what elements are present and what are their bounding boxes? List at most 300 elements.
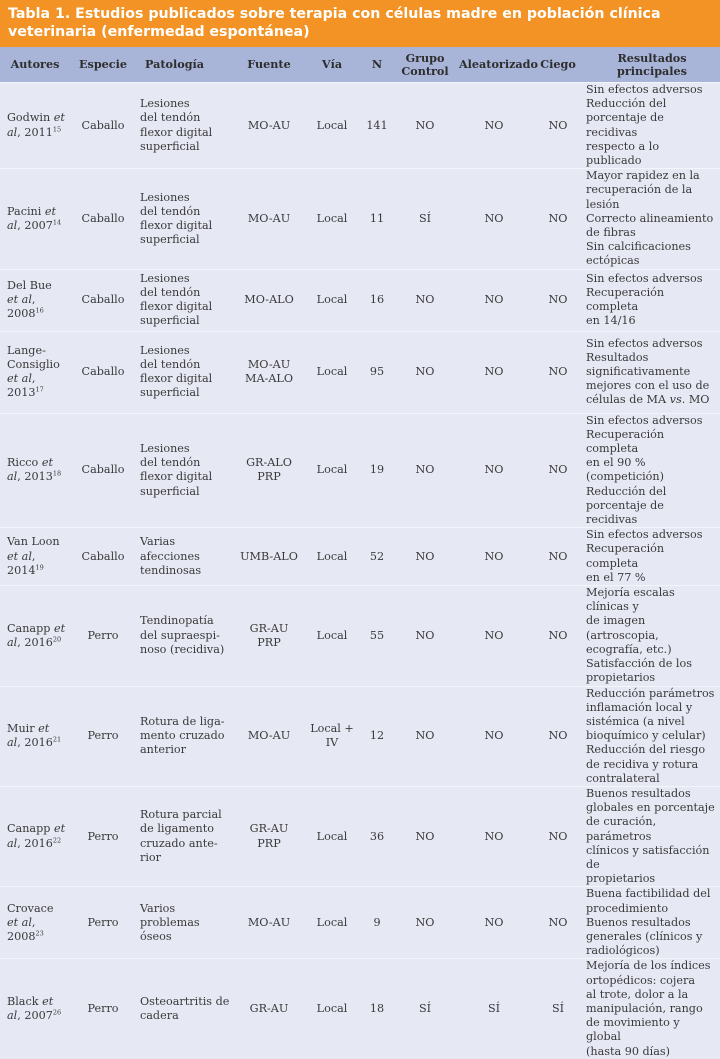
cell-grupo-control: SÍ xyxy=(394,169,456,269)
patologia-line: cadera xyxy=(140,1009,179,1023)
cell-autores xyxy=(0,269,70,331)
via-line: Local xyxy=(316,293,348,307)
cell-autores xyxy=(0,528,70,586)
resultados-line: ortopédicos: cojera xyxy=(586,973,696,987)
patologia-line: Osteoartritis de xyxy=(140,994,230,1008)
resultados-line: ectópicas xyxy=(586,254,640,268)
resultados-line: Recuperación completa xyxy=(586,542,665,570)
patologia-line: mento cruzado xyxy=(140,729,225,743)
patologia-line: flexor digital xyxy=(140,470,213,484)
resultados-line: porcentaje de recidivas xyxy=(586,498,664,527)
resultados-line: Mayor rapidez en la xyxy=(586,169,700,183)
cell-ciego: NO xyxy=(532,786,584,886)
cell-n: 16 xyxy=(360,269,394,331)
cell-fuente xyxy=(234,83,304,169)
cell-autores xyxy=(0,169,70,269)
fuente-line: PRP xyxy=(257,836,281,850)
cell-aleatorizado: NO xyxy=(456,786,532,886)
patologia-line: de ligamento xyxy=(140,822,214,836)
resultados-line: propietarios xyxy=(586,872,656,886)
via-line: Local xyxy=(316,915,348,929)
cell-n: 9 xyxy=(360,887,394,959)
resultados-line: radiológicos) xyxy=(586,944,660,958)
fuente-line: MO-AU xyxy=(247,211,291,225)
patologia-line: flexor digital xyxy=(140,372,213,386)
table-row xyxy=(0,887,720,959)
via-line: Local xyxy=(316,829,348,843)
fuente-line: PRP xyxy=(257,470,281,484)
resultados-line: Sin efectos adversos xyxy=(586,83,703,96)
resultados-line: células de MA vs. MO xyxy=(586,393,710,407)
resultados-line: porcentaje de recidivas xyxy=(586,111,664,139)
table-row xyxy=(0,959,720,1059)
cell-grupo-control: NO xyxy=(394,586,456,686)
resultados-line: Buenos resultados xyxy=(586,915,691,929)
resultados-line: Reducción del xyxy=(586,97,667,111)
patologia-line: del tendón xyxy=(140,357,201,371)
cell-aleatorizado: NO xyxy=(456,586,532,686)
patologia-line: superficial xyxy=(140,233,200,247)
author-name: Black xyxy=(7,994,39,1008)
author-name: Canapp xyxy=(7,822,51,836)
via-line: IV xyxy=(325,736,339,750)
author-et-al: et al xyxy=(7,994,54,1023)
cell-n: 11 xyxy=(360,169,394,269)
patologia-line: superficial xyxy=(140,386,200,400)
cell-especie: Perro xyxy=(70,586,136,686)
resultados-line: generales (clínicos y xyxy=(586,929,703,943)
cell-fuente xyxy=(234,887,304,959)
patologia-line: cruzado ante- xyxy=(140,836,218,850)
cell-aleatorizado: NO xyxy=(456,169,532,269)
cell-n: 18 xyxy=(360,959,394,1059)
cell-autores xyxy=(0,331,70,413)
cell-especie: Caballo xyxy=(70,269,136,331)
cell-autores xyxy=(0,83,70,169)
author-et-al: et al xyxy=(7,372,32,386)
resultados-line: en el 90 % (competición) xyxy=(586,456,664,484)
cell-via xyxy=(304,586,360,686)
fuente-line: GR-AU xyxy=(249,621,289,635)
cell-grupo-control: NO xyxy=(394,269,456,331)
resultados-line: al trote, dolor a la xyxy=(586,987,689,1001)
cell-autores xyxy=(0,887,70,959)
resultados-line: mejores con el uso de xyxy=(586,379,710,393)
fuente-line: GR-ALO xyxy=(246,456,292,470)
cell-grupo-control: NO xyxy=(394,786,456,886)
patologia-line: del tendón xyxy=(140,111,201,125)
table-row xyxy=(0,528,720,586)
author-year: , 2013 xyxy=(7,372,36,400)
cell-resultados xyxy=(584,786,720,886)
cell-n: 19 xyxy=(360,413,394,528)
cell-ciego: NO xyxy=(532,887,584,959)
author-et-al: et al xyxy=(7,549,32,563)
reference-number: 23 xyxy=(35,929,44,938)
via-line: Local + xyxy=(310,722,354,735)
cell-via xyxy=(304,169,360,269)
cell-grupo-control: NO xyxy=(394,83,456,169)
author-name: Pacini xyxy=(7,204,42,218)
patologia-line: noso (recidiva) xyxy=(140,642,225,656)
patologia-line: Varias xyxy=(140,535,176,549)
cell-fuente xyxy=(234,528,304,586)
author-et-al: et al xyxy=(7,293,32,307)
resultados-line: globales en porcentaje xyxy=(586,801,715,815)
cell-n: 12 xyxy=(360,686,394,786)
via-line: Local xyxy=(316,211,348,225)
author-name: Lange-Consiglio xyxy=(7,343,60,371)
cell-grupo-control: SÍ xyxy=(394,959,456,1059)
author-et-al: et al xyxy=(7,111,65,139)
cell-especie: Perro xyxy=(70,786,136,886)
cell-ciego: NO xyxy=(532,331,584,413)
patologia-line: del tendón xyxy=(140,456,201,470)
cell-autores xyxy=(0,786,70,886)
via-line: Local xyxy=(316,463,348,477)
author-name: Ricco xyxy=(7,456,39,470)
table-row xyxy=(0,83,720,169)
cell-fuente xyxy=(234,586,304,686)
via-line: Local xyxy=(316,365,348,379)
author-name: Godwin xyxy=(7,111,51,125)
table-row xyxy=(0,269,720,331)
author-et-al: et al xyxy=(7,621,66,649)
via-line: Local xyxy=(316,118,348,132)
cell-resultados xyxy=(584,331,720,413)
header-aleatorizado: Aleatorizado xyxy=(456,47,532,83)
resultados-line: recuperación de la lesión xyxy=(586,183,693,211)
table-title: Tabla 1. Estudios publicados sobre terapia con células madre en población clínica veterinaria (enfermedad espontánea) xyxy=(0,0,720,47)
patologia-line: Lesiones xyxy=(140,343,190,357)
cell-patologia xyxy=(136,83,234,169)
via-line: Local xyxy=(316,628,348,642)
cell-via xyxy=(304,959,360,1059)
cell-via xyxy=(304,528,360,586)
resultados-line: bioquímico y celular) xyxy=(586,729,706,743)
via-line: Local xyxy=(316,549,348,563)
author-year: , 2016 xyxy=(17,736,53,750)
patologia-line: flexor digital xyxy=(140,218,213,232)
cell-grupo-control: NO xyxy=(394,686,456,786)
patologia-line: del supraespi- xyxy=(140,628,220,642)
author-et-al: et al xyxy=(7,456,53,484)
cell-resultados xyxy=(584,413,720,528)
resultados-line: Sin calcificaciones xyxy=(586,240,691,254)
cell-grupo-control: NO xyxy=(394,413,456,528)
patologia-line: tendinosas xyxy=(140,563,202,577)
cell-patologia xyxy=(136,169,234,269)
cell-fuente xyxy=(234,169,304,269)
author-name: Del Bue xyxy=(7,278,52,292)
author-et-al: et al xyxy=(7,204,57,232)
header-grupo-control-line2: Control xyxy=(401,63,449,78)
cell-patologia xyxy=(136,959,234,1059)
resultados-line: significativamente xyxy=(586,365,691,379)
author-year: , 2016 xyxy=(17,635,53,649)
resultados-line: de recidiva y rotura xyxy=(586,757,699,771)
patologia-line: Rotura parcial xyxy=(140,808,222,822)
cell-aleatorizado: NO xyxy=(456,528,532,586)
cell-ciego: NO xyxy=(532,269,584,331)
author-year: , 2008 xyxy=(7,915,36,943)
author-name: Van Loon xyxy=(7,535,60,549)
cell-especie: Caballo xyxy=(70,169,136,269)
cell-ciego: NO xyxy=(532,83,584,169)
cell-ciego: NO xyxy=(532,169,584,269)
cell-especie: Perro xyxy=(70,959,136,1059)
reference-number: 17 xyxy=(35,385,44,394)
resultados-line: inflamación local y xyxy=(586,700,693,714)
patologia-line: superficial xyxy=(140,314,200,328)
author-et-al: et al xyxy=(7,822,66,850)
reference-number: 21 xyxy=(52,735,62,744)
header-patologia: Patología xyxy=(136,47,234,83)
table-row xyxy=(0,586,720,686)
patologia-line: Lesiones xyxy=(140,271,190,285)
resultados-line: Mejoría escalas clínicas y xyxy=(586,586,675,614)
author-et-al: et al xyxy=(7,722,50,750)
patologia-line: Rotura de liga- xyxy=(140,714,225,728)
author-year: , 2007 xyxy=(17,218,53,232)
header-resultados: Resultados principales xyxy=(584,47,720,83)
cell-fuente xyxy=(234,686,304,786)
cell-fuente xyxy=(234,413,304,528)
cell-n: 55 xyxy=(360,586,394,686)
header-grupo-control xyxy=(394,47,456,83)
cell-patologia xyxy=(136,528,234,586)
resultados-line: en 14/16 xyxy=(586,314,636,328)
patologia-line: Varios xyxy=(140,901,176,915)
reference-number: 14 xyxy=(52,218,62,227)
cell-resultados xyxy=(584,169,720,269)
cell-n: 141 xyxy=(360,83,394,169)
fuente-line: MO-AU xyxy=(247,729,291,743)
table-row xyxy=(0,169,720,269)
cell-aleatorizado: NO xyxy=(456,686,532,786)
resultados-line: Recuperación completa xyxy=(586,427,665,456)
resultados-line: en el 77 % xyxy=(586,570,646,584)
cell-resultados xyxy=(584,528,720,586)
patologia-line: Tendinopatía xyxy=(140,614,214,628)
fuente-line: GR-AU xyxy=(249,822,289,836)
reference-number: 19 xyxy=(35,563,44,572)
cell-grupo-control: NO xyxy=(394,331,456,413)
header-especie: Especie xyxy=(70,47,136,83)
author-et-al: et al xyxy=(7,915,32,929)
cell-aleatorizado: NO xyxy=(456,269,532,331)
cell-resultados xyxy=(584,586,720,686)
resultados-line: Satisfacción de los xyxy=(586,657,692,671)
header-via: Vía xyxy=(304,47,360,83)
cell-via xyxy=(304,83,360,169)
reference-number: 20 xyxy=(52,635,62,644)
author-name: Muir xyxy=(7,722,35,735)
patologia-line: Lesiones xyxy=(140,97,190,111)
patologia-line: flexor digital xyxy=(140,300,213,314)
table-row xyxy=(0,686,720,786)
cell-patologia xyxy=(136,786,234,886)
author-name: Canapp xyxy=(7,621,51,635)
author-year: , 2011 xyxy=(17,125,53,139)
author-name: Crovace xyxy=(7,901,54,915)
cell-autores xyxy=(0,686,70,786)
cell-via xyxy=(304,686,360,786)
cell-patologia xyxy=(136,331,234,413)
fuente-line: MO-ALO xyxy=(244,293,294,307)
cell-resultados xyxy=(584,959,720,1059)
cell-patologia xyxy=(136,887,234,959)
author-year: , 2007 xyxy=(17,1009,53,1023)
resultados-line: contralateral xyxy=(586,771,660,785)
patologia-line: del tendón xyxy=(140,285,201,299)
cell-aleatorizado: NO xyxy=(456,413,532,528)
patologia-line: del tendón xyxy=(140,204,201,218)
patologia-line: Lesiones xyxy=(140,442,190,456)
resultados-line: de imagen (artroscopia, xyxy=(586,614,659,642)
resultados-line: de curación, parámetros xyxy=(586,815,657,843)
resultados-line: sistémica (a nivel xyxy=(586,714,685,728)
resultados-line: Reducción del xyxy=(586,484,667,498)
cell-aleatorizado: SÍ xyxy=(456,959,532,1059)
cell-especie: Perro xyxy=(70,887,136,959)
header-grupo-control-line1: Grupo xyxy=(405,51,445,65)
table-header-row xyxy=(0,47,720,83)
cell-ciego: NO xyxy=(532,686,584,786)
resultados-line: Reducción parámetros xyxy=(586,686,715,700)
cell-via xyxy=(304,887,360,959)
cell-fuente xyxy=(234,269,304,331)
cell-aleatorizado: NO xyxy=(456,83,532,169)
cell-ciego: NO xyxy=(532,413,584,528)
resultados-line: Sin efectos adversos xyxy=(586,528,703,542)
cell-grupo-control: NO xyxy=(394,887,456,959)
cell-ciego: NO xyxy=(532,528,584,586)
resultados-line: Sin efectos adversos xyxy=(586,336,703,350)
patologia-line: afecciones xyxy=(140,549,200,563)
table-row xyxy=(0,413,720,528)
table-row xyxy=(0,331,720,413)
fuente-line: MO-AU xyxy=(247,118,291,132)
reference-number: 26 xyxy=(52,1008,62,1017)
resultados-line: manipulación, rango xyxy=(586,1001,703,1015)
patologia-line: superficial xyxy=(140,139,200,153)
fuente-line: GR-AU xyxy=(249,1001,289,1015)
resultados-line: procedimiento xyxy=(586,901,669,915)
cell-patologia xyxy=(136,686,234,786)
reference-number: 18 xyxy=(52,469,62,478)
cell-fuente xyxy=(234,786,304,886)
cell-resultados xyxy=(584,887,720,959)
cell-via xyxy=(304,269,360,331)
author-year: , 2014 xyxy=(7,549,36,577)
resultados-line: Correcto alineamiento xyxy=(586,211,714,225)
resultados-line: Resultados xyxy=(586,350,649,364)
patologia-line: rior xyxy=(140,850,162,864)
patologia-line: flexor digital xyxy=(140,125,213,139)
cell-especie: Caballo xyxy=(70,413,136,528)
resultados-line: Sin efectos adversos xyxy=(586,413,703,427)
studies-table xyxy=(0,47,720,1059)
via-line: Local xyxy=(316,1001,348,1015)
patologia-line: Lesiones xyxy=(140,190,190,204)
patologia-line: óseos xyxy=(140,929,172,943)
cell-n: 52 xyxy=(360,528,394,586)
resultados-line: Recuperación completa xyxy=(586,285,665,314)
patologia-line: superficial xyxy=(140,484,200,498)
cell-ciego: SÍ xyxy=(532,959,584,1059)
reference-number: 16 xyxy=(35,306,44,315)
resultados-line: Buena factibilidad del xyxy=(586,887,711,901)
reference-number: 15 xyxy=(52,124,62,133)
author-year: , 2016 xyxy=(17,836,53,850)
cell-via xyxy=(304,413,360,528)
patologia-line: anterior xyxy=(140,743,187,757)
header-fuente: Fuente xyxy=(234,47,304,83)
header-autores: Autores xyxy=(0,47,70,83)
author-year: , 2013 xyxy=(17,470,53,484)
header-ciego: Ciego xyxy=(532,47,584,83)
fuente-line: MA-ALO xyxy=(245,372,293,386)
author-year: , 2008 xyxy=(7,293,36,321)
resultados-line: Sin efectos adversos xyxy=(586,271,703,285)
resultados-line: Buenos resultados xyxy=(586,786,691,800)
cell-autores xyxy=(0,586,70,686)
resultados-line: respecto a lo publicado xyxy=(586,139,660,168)
cell-ciego: NO xyxy=(532,586,584,686)
resultados-line: (hasta 90 días) xyxy=(586,1044,671,1058)
cell-especie: Perro xyxy=(70,686,136,786)
cell-aleatorizado: NO xyxy=(456,331,532,413)
cell-resultados xyxy=(584,83,720,169)
cell-fuente xyxy=(234,331,304,413)
cell-resultados xyxy=(584,686,720,786)
table-row xyxy=(0,786,720,886)
resultados-line: propietarios xyxy=(586,671,656,685)
table-body xyxy=(0,83,720,1059)
cell-patologia xyxy=(136,413,234,528)
fuente-line: MO-AU xyxy=(247,357,291,371)
versus-abbrev: vs. xyxy=(669,393,686,407)
resultados-line: de movimiento y global xyxy=(586,1016,680,1044)
cell-grupo-control: NO xyxy=(394,528,456,586)
resultados-line: ecografía, etc.) xyxy=(586,642,672,656)
cell-fuente xyxy=(234,959,304,1059)
patologia-line: problemas xyxy=(140,915,200,929)
cell-especie: Caballo xyxy=(70,331,136,413)
cell-especie: Caballo xyxy=(70,83,136,169)
resultados-line: Reducción del riesgo xyxy=(586,743,706,757)
fuente-line: UMB-ALO xyxy=(240,549,298,563)
cell-patologia xyxy=(136,269,234,331)
cell-aleatorizado: NO xyxy=(456,887,532,959)
cell-autores xyxy=(0,959,70,1059)
cell-patologia xyxy=(136,586,234,686)
fuente-line: PRP xyxy=(257,635,281,649)
cell-n: 95 xyxy=(360,331,394,413)
resultados-line: clínicos y satisfacción de xyxy=(586,843,710,871)
reference-number: 22 xyxy=(52,835,62,844)
cell-via xyxy=(304,331,360,413)
cell-via xyxy=(304,786,360,886)
cell-autores xyxy=(0,413,70,528)
fuente-line: MO-AU xyxy=(247,915,291,929)
resultados-line: Mejoría de los índices xyxy=(586,959,711,973)
resultados-line: de fibras xyxy=(586,226,636,240)
cell-especie: Caballo xyxy=(70,528,136,586)
cell-n: 36 xyxy=(360,786,394,886)
header-n: N xyxy=(360,47,394,83)
